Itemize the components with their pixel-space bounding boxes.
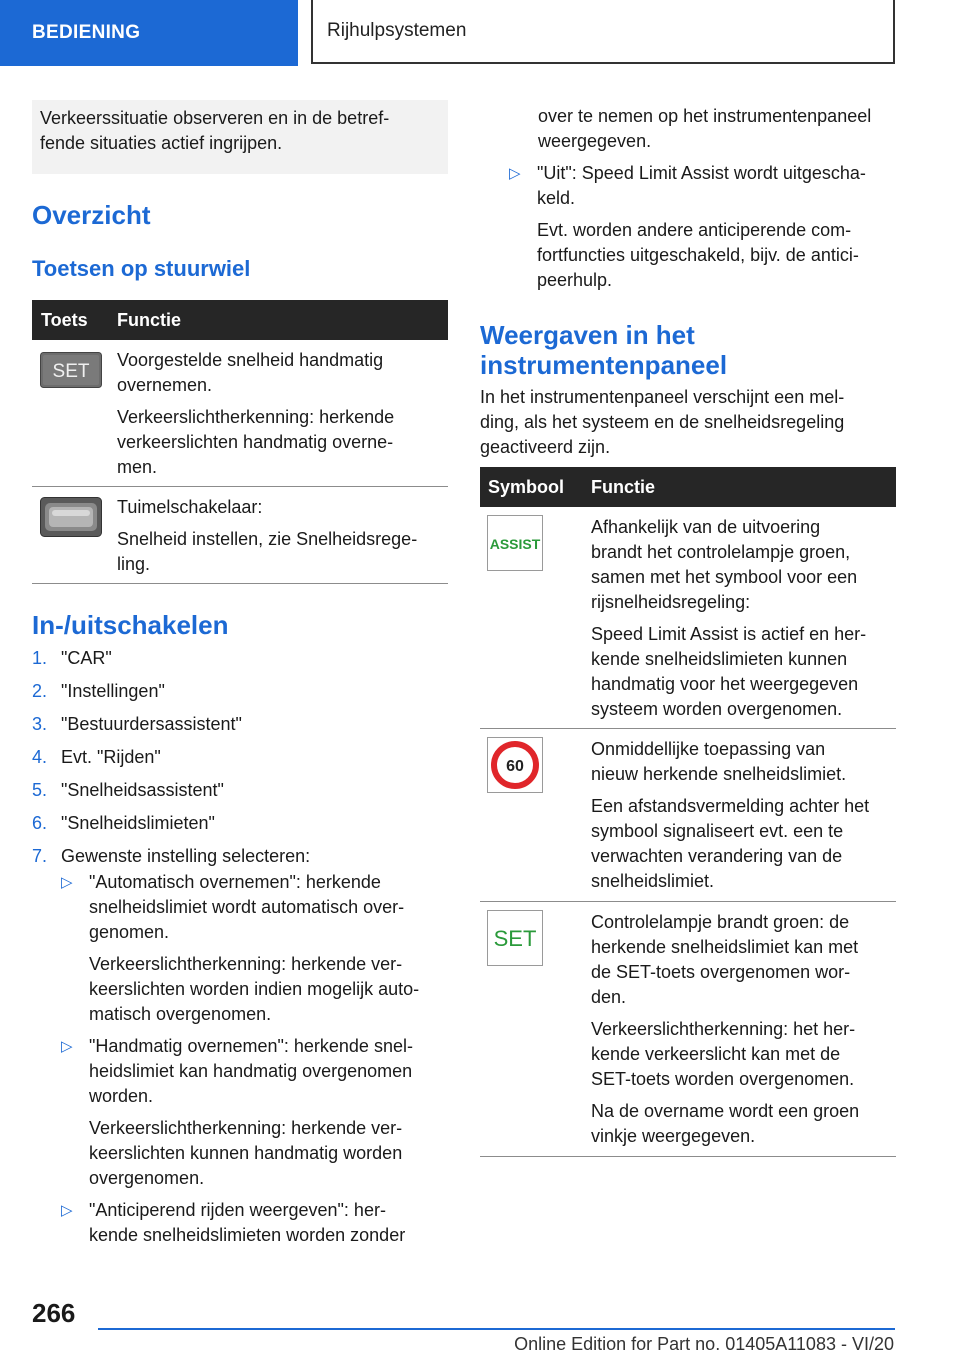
- section-tab: [0, 0, 298, 66]
- heading-weergaven: Weergaven in het instrumentenpaneel: [480, 320, 728, 380]
- keys-table: [32, 300, 448, 584]
- table-row: [480, 902, 896, 1157]
- col-header-functie: Functie: [591, 476, 656, 497]
- triangle-bullet-icon: ▷: [61, 874, 73, 891]
- svg-text:SET: SET: [52, 361, 90, 382]
- svg-text:60: 60: [506, 758, 524, 775]
- table-header: [32, 300, 448, 340]
- row-function-text: Voorgestelde snelheid handmatig overnemen. Verkeerslichtherkenning: herkende verkeerslichten handmatig overne- men.: [117, 350, 395, 477]
- table-row: [32, 487, 448, 584]
- note-line: fende situaties actief ingrijpen.: [40, 133, 283, 153]
- list-item: 3. "Bestuurdersassistent": [32, 714, 242, 734]
- rocker-switch-icon: [40, 497, 102, 542]
- list-item: ▷ "Uit": Speed Limit Assist wordt uitgescha- keld. Evt. worden andere anticiperende com- fortfuncties uitgeschakeld, bijv. de antici- peerhulp.: [509, 163, 866, 290]
- heading-toetsen: Toetsen op stuurwiel: [32, 256, 251, 281]
- section-label: BEDIENING: [32, 22, 141, 43]
- list-item: 6. "Snelheidslimieten": [32, 813, 215, 833]
- row-function-text: Controlelampje brandt groen: de herkende snelheidslimiet kan met de SET-toets overgenomen wor- den. Verkeerslichtherkenning: het her- kende verkeerslicht kan met de SET-toets worden overgenomen. Na de overname wordt een groen vinkje weergegeven.: [591, 912, 860, 1146]
- row-function-text: Onmiddellijke toepassing van nieuw herkende snelheidslimiet. Een afstandsvermelding achter het symbool signaliseert evt. een te verwachten verandering van de snelheidslimiet.: [591, 739, 870, 891]
- list-item: ▷ "Anticiperend rijden weergeven": her- kende snelheidslimieten worden zonder: [61, 1200, 406, 1245]
- set-green-icon: [487, 910, 543, 971]
- assist-icon: [487, 515, 543, 576]
- list-item: ▷ "Handmatig overnemen": herkende snel- heidslimiet kan handmatig overgenomen worden. Verkeerslichtherkenning: herkende ver- keerslichten kunnen handmatig worden overgenomen.: [61, 1036, 413, 1188]
- svg-text:SET: SET: [493, 926, 537, 951]
- col-header-symbool: Symbool: [488, 476, 565, 497]
- chapter-tab: [311, 0, 895, 64]
- footer-divider: [98, 1328, 895, 1330]
- symbols-table: [480, 467, 896, 1157]
- edition-text: Online Edition for Part no. 01405A11083 - VI/20: [514, 1334, 894, 1354]
- options-list-continued: [509, 161, 897, 300]
- triangle-bullet-icon: ▷: [509, 165, 521, 182]
- table-row: [480, 729, 896, 902]
- speed-limit-60-icon: [487, 737, 543, 798]
- list-item: 5. "Snelheidsassistent": [32, 780, 224, 800]
- triangle-bullet-icon: ▷: [61, 1038, 73, 1055]
- list-item: 1. "CAR": [32, 648, 112, 668]
- triangle-bullet-icon: ▷: [61, 1202, 73, 1219]
- note-box: [32, 100, 448, 174]
- option-continuation: over te nemen op het instrumentenpaneel weergegeven.: [538, 106, 872, 151]
- list-item: 2. "Instellingen": [32, 681, 165, 701]
- steps-list: [32, 646, 448, 879]
- row-function-text: Tuimelschakelaar: Snelheid instellen, zie Snelheidsrege- ling.: [117, 497, 418, 574]
- list-item: 4. Evt. "Rijden": [32, 747, 161, 767]
- svg-text:ASSIST: ASSIST: [489, 536, 541, 552]
- page-number: 266: [32, 1298, 76, 1328]
- chapter-label: Rijhulpsystemen: [327, 20, 467, 41]
- heading-overzicht: Overzicht: [32, 200, 151, 230]
- table-row: [32, 340, 448, 487]
- col-header-toets: Toets: [41, 309, 88, 330]
- weergaven-intro: In het instrumentenpaneel verschijnt een mel- ding, als het systeem en de snelheidsregeling geactiveerd zijn.: [480, 387, 845, 457]
- row-function-text: Afhankelijk van de uitvoering brandt het controlelampje groen, samen met het symbool voor een rijsnelheidsregeling: Speed Limit Assist is actief en her- kende snelheidslimieten kunnen handmatig voor het weergegeven systeem worden overgenomen.: [591, 517, 867, 719]
- table-header: [480, 467, 896, 507]
- table-row: [480, 507, 896, 729]
- set-button-icon: [40, 352, 102, 393]
- list-item: ▷ "Automatisch overnemen": herkende snelheidslimiet wordt automatisch over- genomen. Verkeerslichtherkenning: herkende ver- keerslichten worden indien mogelijk auto- matisch overgenomen.: [61, 872, 420, 1024]
- list-item: 7. Gewenste instelling selecteren:: [32, 846, 311, 866]
- col-header-functie: Functie: [117, 309, 182, 330]
- note-line: Verkeerssituatie observeren en in de betref-: [40, 108, 390, 128]
- heading-in-uit: In-/uitschakelen: [32, 610, 229, 640]
- options-list: [61, 870, 448, 1255]
